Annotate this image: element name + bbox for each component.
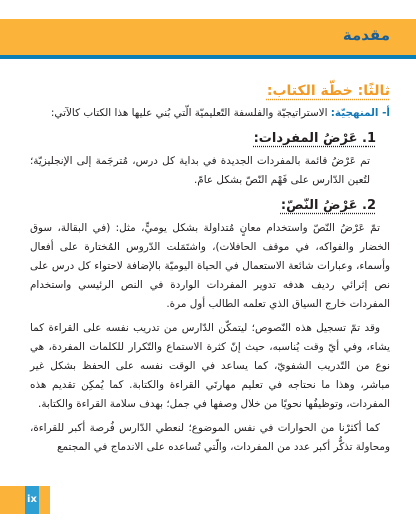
subsection-heading-vocabulary: 1. عَرْضُ المفردات: <box>253 131 376 146</box>
chapter-title: مقدمة <box>342 26 390 44</box>
main-content <box>30 80 390 462</box>
page-number: ix <box>27 494 37 505</box>
section-heading: ثالثًا: خطّة الكتاب: <box>266 83 390 99</box>
header-stripe <box>0 55 416 59</box>
subsection-heading-text: 2. عَرْضُ النّصّ: <box>280 198 376 213</box>
paragraph-text-3: كما أكثرْنا من الحوارات في نفس الموضوع؛ لنعطي الدّارس فُرصة أكبر للقراءة، ومحاولة تذكُّر أكبر عدد من المفردات، والّتي تُساعده على الاندماج في المجتمع <box>30 422 390 453</box>
methodology-label: أ- المنهجيّة: <box>330 107 390 119</box>
methodology-text: الاستراتيجيّة والفلسفة التّعليميّة الّتي بُني عليها هذا الكتاب كالآتي: <box>50 107 331 119</box>
paragraph-vocabulary: تم عَرْضُ قائمة بالمفردات الجديدة في بداية كل درس، مُترجَمة إلى الإنجليزيّة؛ لتُعين الدّارس على فَهْم النّصّ بشكل عامّ. <box>30 155 370 186</box>
paragraph-text-2: وقد تمّ تسجيل هذه النّصوص؛ ليتمكّن الدّارس من تدريب نفسه على القراءة كما يشاء، وفي أيّ وقت يُناسبه، حيث إنّ كثرة الاستماع والتّكرار للكلمات المفردة، هي نوع من التّدريب الشفويّ، كما يساعد في الوقت نفسه على الحفظ بشكل غير مباشر، وهذا ما نحتاجه في تعليم مهارتَي القراءة والكتابة. كما يُمكِن تقديم هذه المفردات، وتوظيفُها نحويًا من خلال وصفها في جمل؛ بهدف سلامة القراءة والكتابة. <box>30 322 390 410</box>
methodology-item <box>30 104 390 123</box>
paragraph-text-1: تمّ عَرْضُ النّصّ واستخدام معانٍ مُتداولة بشكل يوميٍّ، مثل: (في البقالة، سوق الخضار والفواكه، في موقف الحافلات)، واشتَمَلت الدّروس المُختارة على أفعال وأسماء، وعبارات شائعة الاستعمال في الحياة اليوميّة بالإضافة لاحتواء كل درس على نص إثرائي رديف هدفه تدوير المفردات الواردة في النص الرئيسي واستخدام المفردات خارج السياق الذي تعلمه الطالب أول مرة. <box>30 222 390 310</box>
